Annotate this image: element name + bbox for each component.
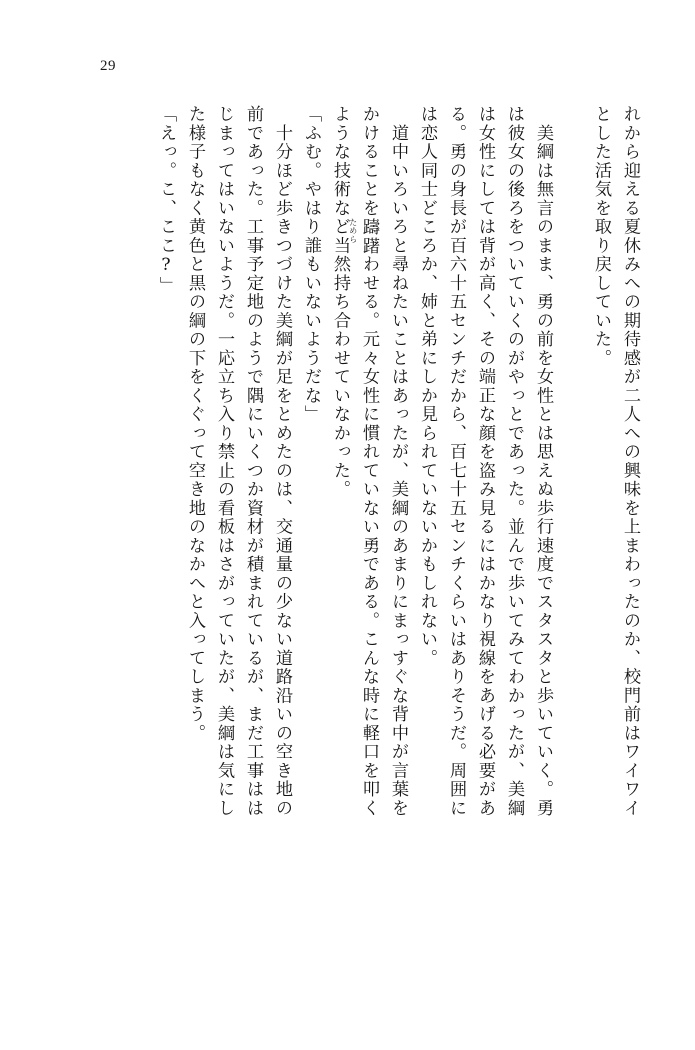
text-line: 「えっ。こ、ここ?」 xyxy=(156,105,176,296)
text-line: 前であった。工事予定地のようで隅にいくつか資材が積まれているが、まだ工事はは xyxy=(243,105,263,818)
text-line: ような技術など当然持ち合わせていなかった。 xyxy=(330,105,350,499)
text-line: る。勇の身長が百六十五センチだから、百七十五センチくらいはありそうだ。周囲に xyxy=(446,105,466,818)
page-number: 29 xyxy=(100,58,116,74)
text-line: た様子もなく黄色と黒の綱の下をくぐって空き地のなかへと入ってしまう。 xyxy=(185,105,205,743)
text-line: 道中いろいろと尋ねたいことはあったが、美綱のあまりにまっすぐな背中が言葉を xyxy=(388,105,408,818)
vertical-text-body xyxy=(58,105,638,985)
text-line: は彼女の後ろをついていくのがやっとであった。並んで歩いてみてわかったが、美綱 xyxy=(504,105,524,818)
ruby-annotation xyxy=(348,217,379,256)
text-line xyxy=(551,105,580,985)
ruby-base: 躊躇 xyxy=(359,217,379,255)
text-line: 「ふむ。やはり誰もいないようだな」 xyxy=(301,105,321,424)
text-line: 美綱は無言のまま、勇の前を女性とは思えぬ歩行速度でスタスタと歩いていく。勇 xyxy=(533,105,553,818)
text-line: は恋人同士どころか、姉と弟にしか見られていないかもしれない。 xyxy=(417,105,437,668)
text-line: は女性にしては背が高く、その端正な顔を盗み見るにはかなり視線をあげる必要があ xyxy=(475,105,495,818)
text-line: とした活気を取り戻していた。 xyxy=(591,105,611,368)
text-line: じまってはいないようだ。一応立ち入り禁止の看板はさがっていたが、美綱は気にし xyxy=(214,105,234,818)
ruby-text: ためら xyxy=(348,217,358,243)
text-line: かけることを躊躇 ためら わせる。元々女性に慣れていない勇である。こんな時に軽口を叩く xyxy=(348,105,379,818)
text-line: れから迎える夏休みへの期待感が二人への興味を上まわったのか、校門前はワイワイ xyxy=(620,105,640,818)
text-line: 十分ほど歩きつづけた美綱が足をとめたのは、交通量の少ない道路沿いの空き地の xyxy=(272,105,292,818)
